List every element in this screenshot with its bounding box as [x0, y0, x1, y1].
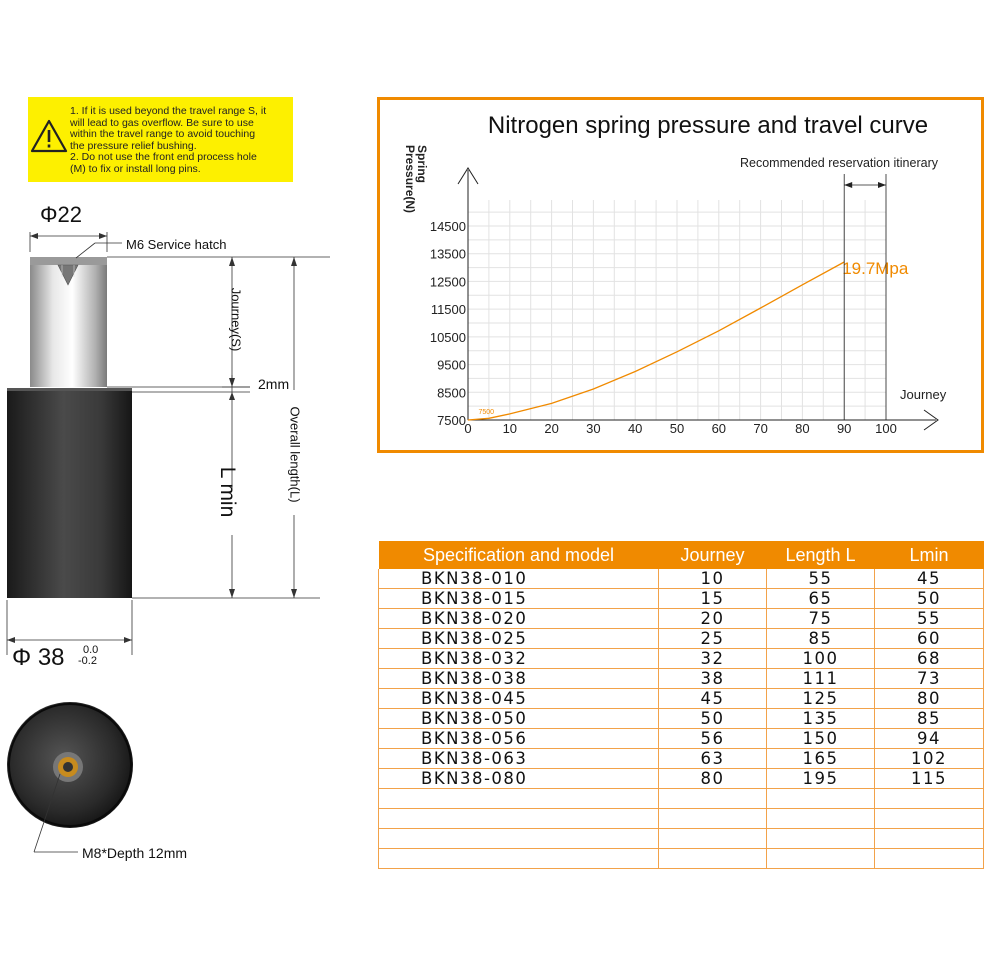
data-point — [593, 389, 594, 390]
cell-length — [767, 849, 875, 869]
cell-journey — [659, 789, 767, 809]
cell-model: BKN38-038 — [379, 669, 659, 689]
table-row — [379, 789, 984, 809]
cell-length — [767, 829, 875, 849]
warning-line: (M) to fix or install long pins. — [70, 162, 201, 175]
y-tick-label: 10500 — [429, 329, 466, 345]
y-tick-label: 14500 — [429, 219, 466, 234]
y-tick-label: 11500 — [430, 302, 466, 318]
tolerance-label — [78, 645, 98, 667]
cell-lmin: 94 — [875, 729, 984, 749]
cell-lmin — [875, 849, 984, 869]
cell-journey: 38 — [659, 669, 767, 689]
x-axis-label: Journey — [900, 387, 947, 402]
y-tick-label: 7500 — [437, 413, 466, 428]
table-row — [379, 689, 984, 709]
header-lmin: Lmin — [875, 541, 984, 569]
table-row — [379, 649, 984, 669]
cell-model — [379, 849, 659, 869]
x-tick-label: 70 — [753, 421, 768, 436]
data-point — [802, 284, 803, 285]
cell-model — [379, 829, 659, 849]
cell-journey: 80 — [659, 769, 767, 789]
cell-lmin: 73 — [875, 669, 984, 689]
body-diameter-label: Φ 38 — [12, 644, 65, 671]
cell-lmin: 102 — [875, 749, 984, 769]
cell-lmin: 50 — [875, 589, 984, 609]
lmin-dim-label: L min — [216, 466, 239, 518]
warning-line: within the travel range to avoid touching — [70, 128, 256, 140]
x-tick-label: 20 — [544, 421, 559, 436]
table-row — [379, 849, 984, 869]
data-point — [509, 414, 510, 415]
cell-journey — [659, 809, 767, 829]
cell-length: 195 — [767, 769, 875, 789]
table-row — [379, 729, 984, 749]
table-row — [379, 809, 984, 829]
cell-model: BKN38-063 — [379, 749, 659, 769]
data-point — [635, 371, 636, 372]
tolerance-upper: 0.0 — [83, 644, 99, 656]
overall-length-label: Overall length(L) — [287, 406, 303, 503]
header-journey: Journey — [659, 541, 767, 569]
warning-line: 2. Do not use the front end process hole — [70, 151, 257, 163]
warning-text — [70, 106, 290, 175]
cell-model: BKN38-056 — [379, 729, 659, 749]
y-tick-label: 13500 — [429, 246, 466, 262]
x-tick-label: 50 — [669, 421, 685, 436]
reservation-label: Recommended reservation itinerary — [739, 156, 938, 170]
x-tick-label: 40 — [627, 421, 643, 436]
cell-length: 135 — [767, 709, 875, 729]
cell-length — [767, 809, 875, 829]
pressure-chart — [380, 100, 978, 448]
journey-dim-label: Journey(S) — [228, 287, 244, 352]
cell-model: BKN38-020 — [379, 609, 659, 629]
data-point — [760, 308, 761, 309]
table-row — [379, 609, 984, 629]
header-length: Length L — [767, 541, 875, 569]
cell-journey: 56 — [659, 729, 767, 749]
chart-title: Nitrogen spring pressure and travel curve — [487, 112, 929, 139]
cell-length: 165 — [767, 749, 875, 769]
reservation-arrowhead — [878, 182, 886, 188]
cell-model — [379, 809, 659, 829]
cell-lmin: 55 — [875, 609, 984, 629]
cell-length: 125 — [767, 689, 875, 709]
cell-lmin: 68 — [875, 649, 984, 669]
warning-line: will lead to gas overflow. Be sure to use — [70, 116, 254, 129]
table-row — [379, 829, 984, 849]
x-tick-label: 90 — [836, 421, 852, 436]
warning-line: the pressure relief bushing. — [70, 139, 197, 152]
cell-journey: 20 — [659, 609, 767, 629]
cell-model: BKN38-015 — [379, 589, 659, 609]
x-tick-label: 10 — [502, 421, 518, 436]
cell-lmin: 45 — [875, 569, 984, 589]
cell-lmin — [875, 809, 984, 829]
service-hatch-label: M6 Service hatch — [126, 237, 227, 252]
cell-journey: 50 — [659, 709, 767, 729]
cell-model: BKN38-045 — [379, 689, 659, 709]
data-point — [468, 420, 469, 421]
start-value-label: 7500 — [478, 409, 495, 416]
cell-journey: 15 — [659, 589, 767, 609]
table-row — [379, 769, 984, 789]
cell-journey: 32 — [659, 649, 767, 669]
thread-label: M8*Depth 12mm — [82, 845, 188, 861]
cell-length: 150 — [767, 729, 875, 749]
cell-model — [379, 789, 659, 809]
x-tick-label: 60 — [711, 421, 727, 436]
cell-model: BKN38-080 — [379, 769, 659, 789]
cell-length: 111 — [767, 669, 875, 689]
cell-length: 65 — [767, 589, 875, 609]
cell-lmin: 80 — [875, 689, 984, 709]
gap-label: 2mm — [258, 376, 290, 392]
table-row — [379, 629, 984, 649]
cell-model: BKN38-032 — [379, 649, 659, 669]
cell-lmin — [875, 789, 984, 809]
warning-triangle-icon — [30, 118, 68, 154]
cell-lmin: 115 — [875, 769, 984, 789]
table-row — [379, 669, 984, 689]
cell-length — [767, 789, 875, 809]
y-tick-label: 9500 — [437, 357, 466, 373]
cell-journey — [659, 849, 767, 869]
x-tick-label: 100 — [875, 421, 897, 436]
table-row — [379, 589, 984, 609]
end-pressure-label: 19.7Mpa — [842, 259, 909, 279]
cell-length: 100 — [767, 649, 875, 669]
table-header-row — [379, 541, 984, 569]
data-point — [489, 418, 490, 419]
cell-journey — [659, 829, 767, 849]
x-tick-label: 0 — [464, 421, 472, 436]
cell-lmin — [875, 829, 984, 849]
cell-journey: 10 — [659, 569, 767, 589]
cell-journey: 63 — [659, 749, 767, 769]
x-tick-label: 80 — [795, 421, 810, 436]
reservation-arrowhead — [844, 182, 852, 188]
tolerance-lower: -0.2 — [78, 655, 97, 667]
y-axis-label: SpringPressure(N) — [403, 145, 429, 214]
table-row — [379, 709, 984, 729]
cell-journey: 25 — [659, 629, 767, 649]
data-point — [718, 330, 719, 331]
header-model: Specification and model — [379, 541, 659, 569]
table-row — [379, 569, 984, 589]
cell-length: 75 — [767, 609, 875, 629]
y-tick-label: 12500 — [429, 274, 466, 290]
cell-length: 55 — [767, 569, 875, 589]
cell-lmin: 60 — [875, 629, 984, 649]
data-point — [677, 351, 678, 352]
cell-journey: 45 — [659, 689, 767, 709]
y-tick-label: 8500 — [437, 385, 466, 401]
spring-drawing — [0, 190, 340, 890]
cell-model: BKN38-025 — [379, 629, 659, 649]
cell-lmin: 85 — [875, 709, 984, 729]
x-tick-label: 30 — [586, 421, 601, 436]
warning-line: 1. If it is used beyond the travel range S, it — [70, 105, 267, 117]
cell-length: 85 — [767, 629, 875, 649]
cell-model: BKN38-050 — [379, 709, 659, 729]
rod-diameter-label: Φ22 — [40, 202, 83, 227]
table-row — [379, 749, 984, 769]
data-point — [551, 403, 552, 404]
spec-table — [378, 541, 984, 869]
cell-model: BKN38-010 — [379, 569, 659, 589]
